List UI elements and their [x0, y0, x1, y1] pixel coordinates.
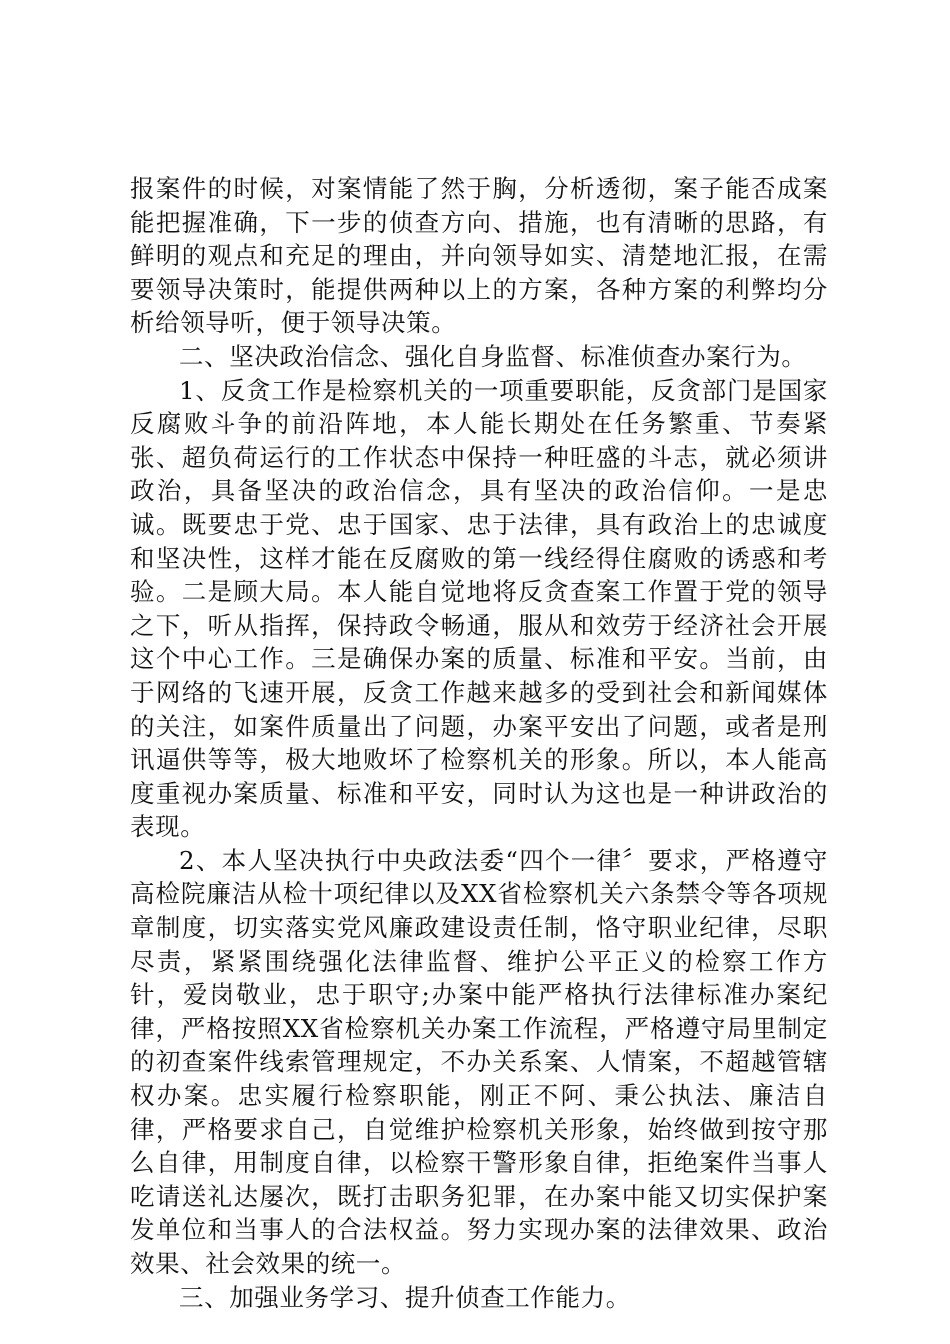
paragraph-report-case: 报案件的时候，对案情能了然于胸，分析透彻，案子能否成案能把握准确，下一步的侦查方向、措施，也有清晰的思路，有鲜明的观点和充足的理由，并向领导如实、清楚地汇报，在需要领导决策时，能提供两种以上的方案，各种方案的利弊均分析给领导听，便于领导决策。 [130, 174, 828, 338]
paragraph-item-one: 1、反贪工作是检察机关的一项重要职能，反贪部门是国家反腐败斗争的前沿阵地，本人能长期处在任务繁重、节奏紧张、超负荷运行的工作状态中保持一种旺盛的斗志，就必须讲政治，具备坚决的政治信念，具有坚决的政治信仰。一是忠诚。既要忠于党、忠于国家、忠于法律，具有政治上的忠诚度和坚决性，这样才能在反腐败的第一线经得住腐败的诱惑和考验。二是顾大局。本人能自觉地将反贪查案工作置于党的领导之下，听从指挥，保持政令畅通，服从和效劳于经济社会开展这个中心工作。三是确保办案的质量、标准和平安。当前，由于网络的飞速开展，反贪工作越来越多的受到社会和新闻媒体的关注，如案件质量出了问题，办案平安出了问题，或者是刑讯逼供等等，极大地败坏了检察机关的形象。所以，本人能高度重视办案质量、标准和平安，同时认为这也是一种讲政治的表现。 [130, 375, 828, 842]
paragraph-item-two: 2、本人坚决执行中央政法委“四个一律〞要求，严格遵守高检院廉洁从检十项纪律以及XX省检察机关六条禁令等各项规章制度，切实落实党风廉政建设责任制，恪守职业纪律，尽职尽责，紧紧围绕强化法律监督、维护公平正义的检察工作方针，爱岗敬业，忠于职守;办案中能严格执行法律标准办案纪律，严格按照XX省检察机关办案工作流程，严格遵守局里制定的初查案件线索管理规定，不办关系案、人情案，不超越管辖权办案。忠实履行检察职能，刚正不阿、秉公执法、廉洁自律，严格要求自己，自觉维护检察机关形象，始终做到按守那么自律，用制度自律，以检察干警形象自律，拒绝案件当事人吃请送礼达屡次，既打击职务犯罪，在办案中能又切实保护案发单位和当事人的合法权益。努力实现办案的法律效果、政治效果、社会效果的统一。 [130, 845, 828, 1278]
document-page [130, 172, 828, 1314]
heading-section-three: 三、加强业务学习、提升侦查工作能力。 [179, 1282, 631, 1312]
heading-section-two: 二、坚决政治信念、强化自身监督、标准侦查办案行为。 [179, 341, 807, 371]
